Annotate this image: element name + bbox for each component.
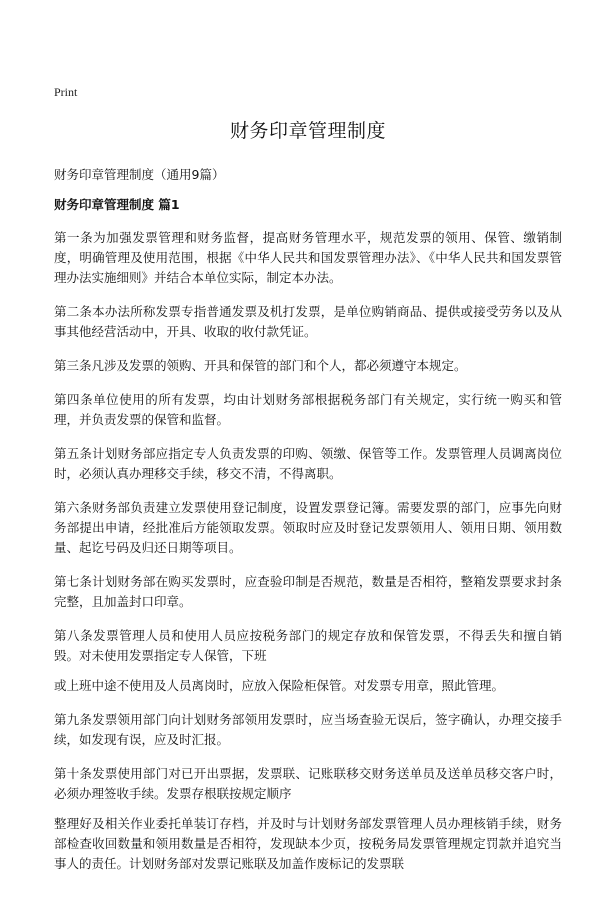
print-label: Print (54, 85, 78, 99)
paragraph-5: 第五条计划财务部应指定专人负责发票的印购、领缴、保管等工作。发票管理人员调离岗位时，必须认真办理移交手续，移交不清，不得离职。 (54, 446, 562, 481)
paragraph-10: 第九条发票领用部门向计划财务部领用发票时，应当场查验无误后，签字确认，办理交接手续，如发现有误，应及时汇报。 (54, 712, 562, 747)
document-title: 财务印章管理制度 (229, 120, 386, 142)
paragraph-2: 第二条本办法所称发票专指普通发票及机打发票，是单位购销商品、提供或接受劳务以及从事其他经营活动中，开具、收取的收付款凭证。 (54, 304, 562, 339)
paragraph-12: 整理好及相关作业委托单装订存档，并及时与计划财务部发票管理人员办理核销手续，财务部检查收回数量和领用数量是否相符，发现缺本少页，按税务局发票管理规定罚款并追究当事人的责任。计划财务部对发票记账联及加盖作废标记的发票联 (54, 816, 562, 871)
paragraph-8: 第八条发票管理人员和使用人员应按税务部门的规定存放和保管发票，不得丢失和擅自销毁。对未使用发票指定专人保管，下班 (54, 628, 562, 663)
paragraph-4: 第四条单位使用的所有发票，均由计划财务部根据税务部门有关规定，实行统一购买和管理，并负责发票的保管和监督。 (54, 392, 562, 427)
paragraph-6: 第六条财务部负责建立发票使用登记制度，设置发票登记簿。需要发票的部门，应事先向财务部提出申请，经批准后方能领取发票。领取时应及时登记发票领用人、领用日期、领用数量、起讫号码及归还日期等项目。 (54, 500, 562, 555)
paragraph-9: 或上班中途不使用及人员离岗时，应放入保险柜保管。对发票专用章，照此管理。 (54, 678, 505, 693)
paragraph-1: 第一条为加强发票管理和财务监督，提高财务管理水平，规范发票的领用、保管、缴销制度，明确管理及使用范围，根据《中华人民共和国发票管理办法》、《中华人民共和国发票管理办法实施细则》并结合本单位实际，制定本办法。 (54, 230, 562, 285)
paragraph-7: 第七条计划财务部在购买发票时，应查验印制是否规范，数量是否相符，整箱发票要求封条完整，且加盖封口印章。 (54, 574, 562, 609)
section-heading: 财务印章管理制度 篇1 (54, 197, 180, 212)
paragraph-3: 第三条凡涉及发票的领购、开具和保管的部门和个人，都必须遵守本规定。 (54, 358, 467, 373)
paragraph-11: 第十条发票使用部门对已开出票据，发票联、记账联移交财务送单员及送单员移交客户时，必须办理签收手续。发票存根联按规定顺序 (54, 766, 562, 801)
document-subtitle: 财务印章管理制度（通用9篇） (54, 167, 225, 182)
